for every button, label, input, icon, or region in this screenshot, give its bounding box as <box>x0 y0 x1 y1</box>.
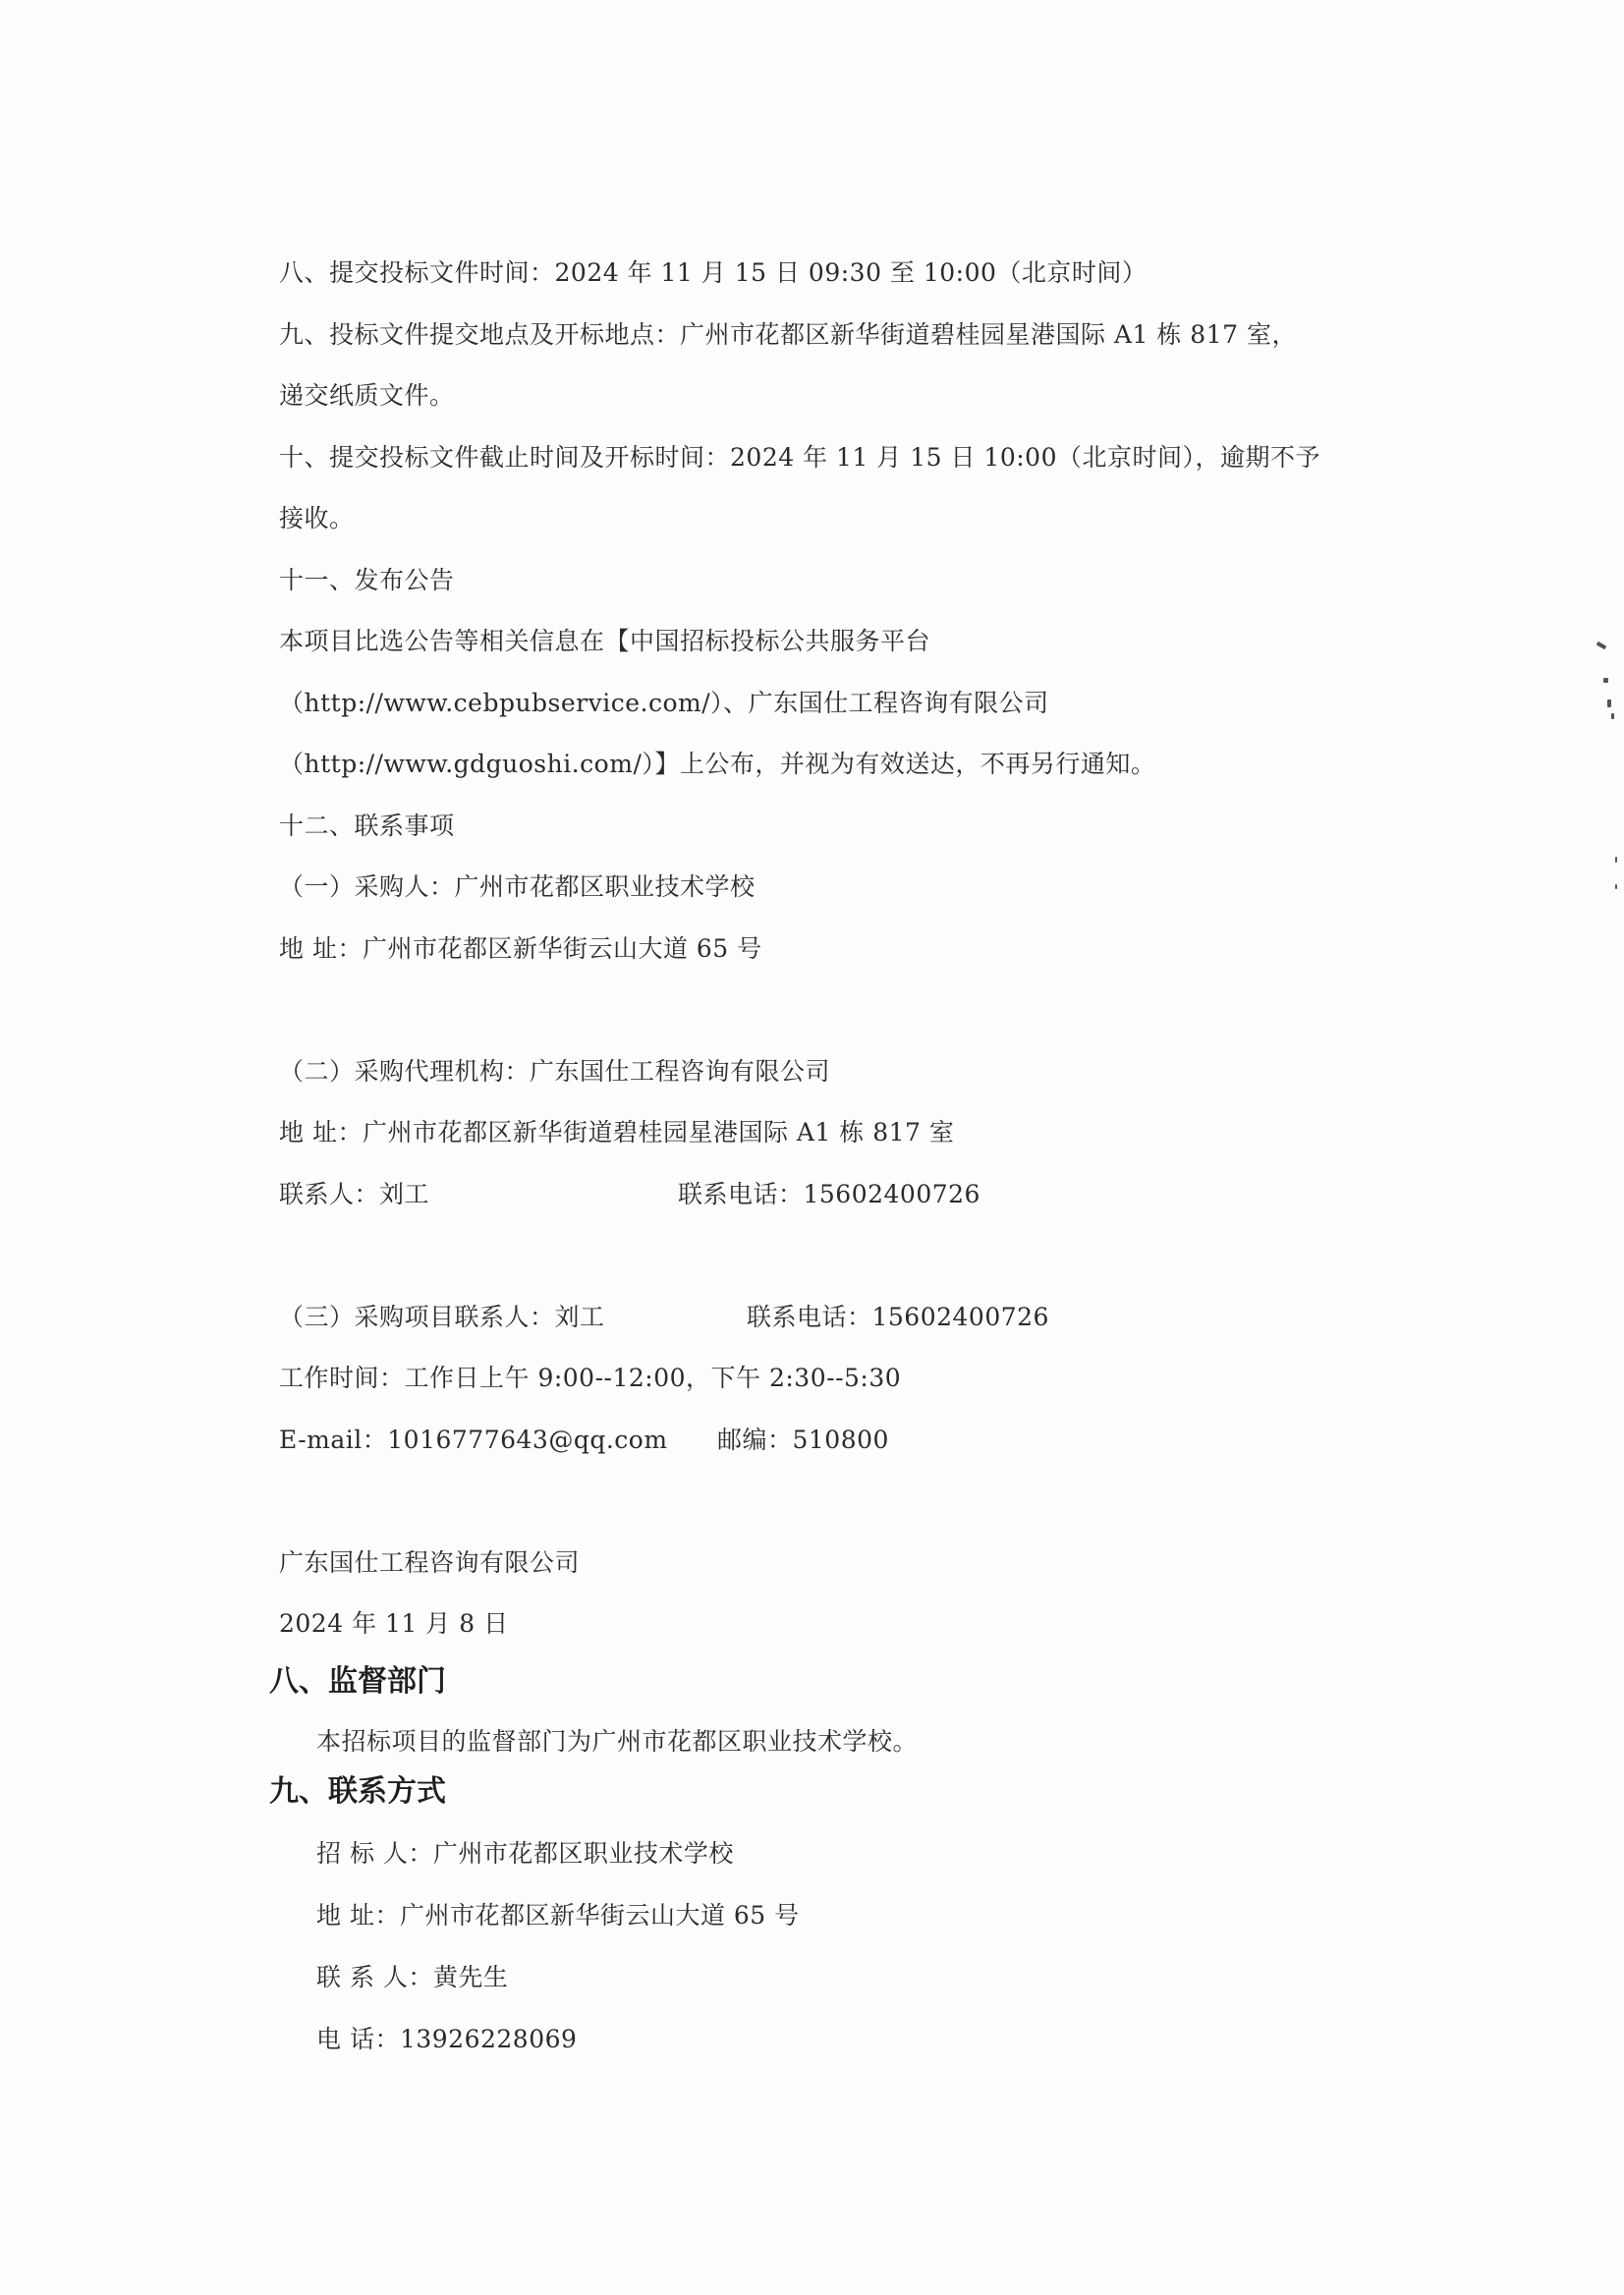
signature-date: 2024 年 11 月 8 日 <box>279 1609 509 1638</box>
tenderer: 招 标 人：广州市花都区职业技术学校 <box>316 1839 734 1868</box>
agency-address: 地 址：广州市花都区新华街道碧桂园星港国际 A1 栋 817 室 <box>279 1118 955 1147</box>
submission-place-cont: 递交纸质文件。 <box>279 381 455 410</box>
agency-phone: 联系电话：15602400726 <box>678 1180 980 1208</box>
supervision-heading: 八、监督部门 <box>269 1664 446 1699</box>
email: E-mail：1016777643@qq.com <box>279 1426 668 1454</box>
tenderer-phone: 电 话：13926228069 <box>316 2025 578 2053</box>
scan-mark <box>1615 884 1617 889</box>
scan-mark <box>1615 857 1617 863</box>
purchaser: （一）采购人：广州市花都区职业技术学校 <box>279 872 756 901</box>
announcement-heading: 十一、发布公告 <box>279 566 455 594</box>
submission-time: 八、提交投标文件时间：2024 年 11 月 15 日 09:30 至 10:00（北京时间） <box>279 258 1148 287</box>
deadline: 十、提交投标文件截止时间及开标时间：2024 年 11 月 15 日 10:00（北京时间），逾期不予 <box>279 443 1320 472</box>
scan-mark <box>1607 700 1611 707</box>
contact-matters-heading: 十二、联系事项 <box>279 812 455 840</box>
project-phone: 联系电话：15602400726 <box>747 1303 1049 1331</box>
deadline-cont: 接收。 <box>279 504 355 532</box>
tenderer-address: 地 址：广州市花都区新华街云山大道 65 号 <box>316 1901 800 1930</box>
project-person: （三）采购项目联系人：刘工 <box>279 1303 605 1331</box>
announcement-text-1: 本项目比选公告等相关信息在【中国招标投标公共服务平台 <box>279 627 931 655</box>
postcode: 邮编：510800 <box>717 1426 889 1454</box>
contact-info-heading: 九、联系方式 <box>269 1774 446 1809</box>
announcement-text-3: （http://www.gdguoshi.com/）】上公布，并视为有效送达，不再另行通知。 <box>279 750 1156 778</box>
scan-mark <box>1596 642 1607 649</box>
agency-person: 联系人：刘工 <box>279 1180 430 1208</box>
work-hours: 工作时间：工作日上午 9:00--12:00，下午 2:30--5:30 <box>279 1364 902 1392</box>
tenderer-person: 联 系 人：黄先生 <box>316 1963 509 1991</box>
agency: （二）采购代理机构：广东国仕工程咨询有限公司 <box>279 1057 831 1086</box>
scan-mark <box>1611 713 1614 719</box>
signature-company: 广东国仕工程咨询有限公司 <box>279 1548 581 1577</box>
scan-mark <box>1603 678 1608 683</box>
purchaser-address: 地 址：广州市花都区新华街云山大道 65 号 <box>279 934 762 963</box>
submission-place: 九、投标文件提交地点及开标地点：广州市花都区新华街道碧桂园星港国际 A1 栋 817 室， <box>279 320 1297 349</box>
supervision-text: 本招标项目的监督部门为广州市花都区职业技术学校。 <box>316 1727 919 1756</box>
announcement-text-2: （http://www.cebpubservice.com/）、广东国仕工程咨询有限公司 <box>279 689 1049 717</box>
